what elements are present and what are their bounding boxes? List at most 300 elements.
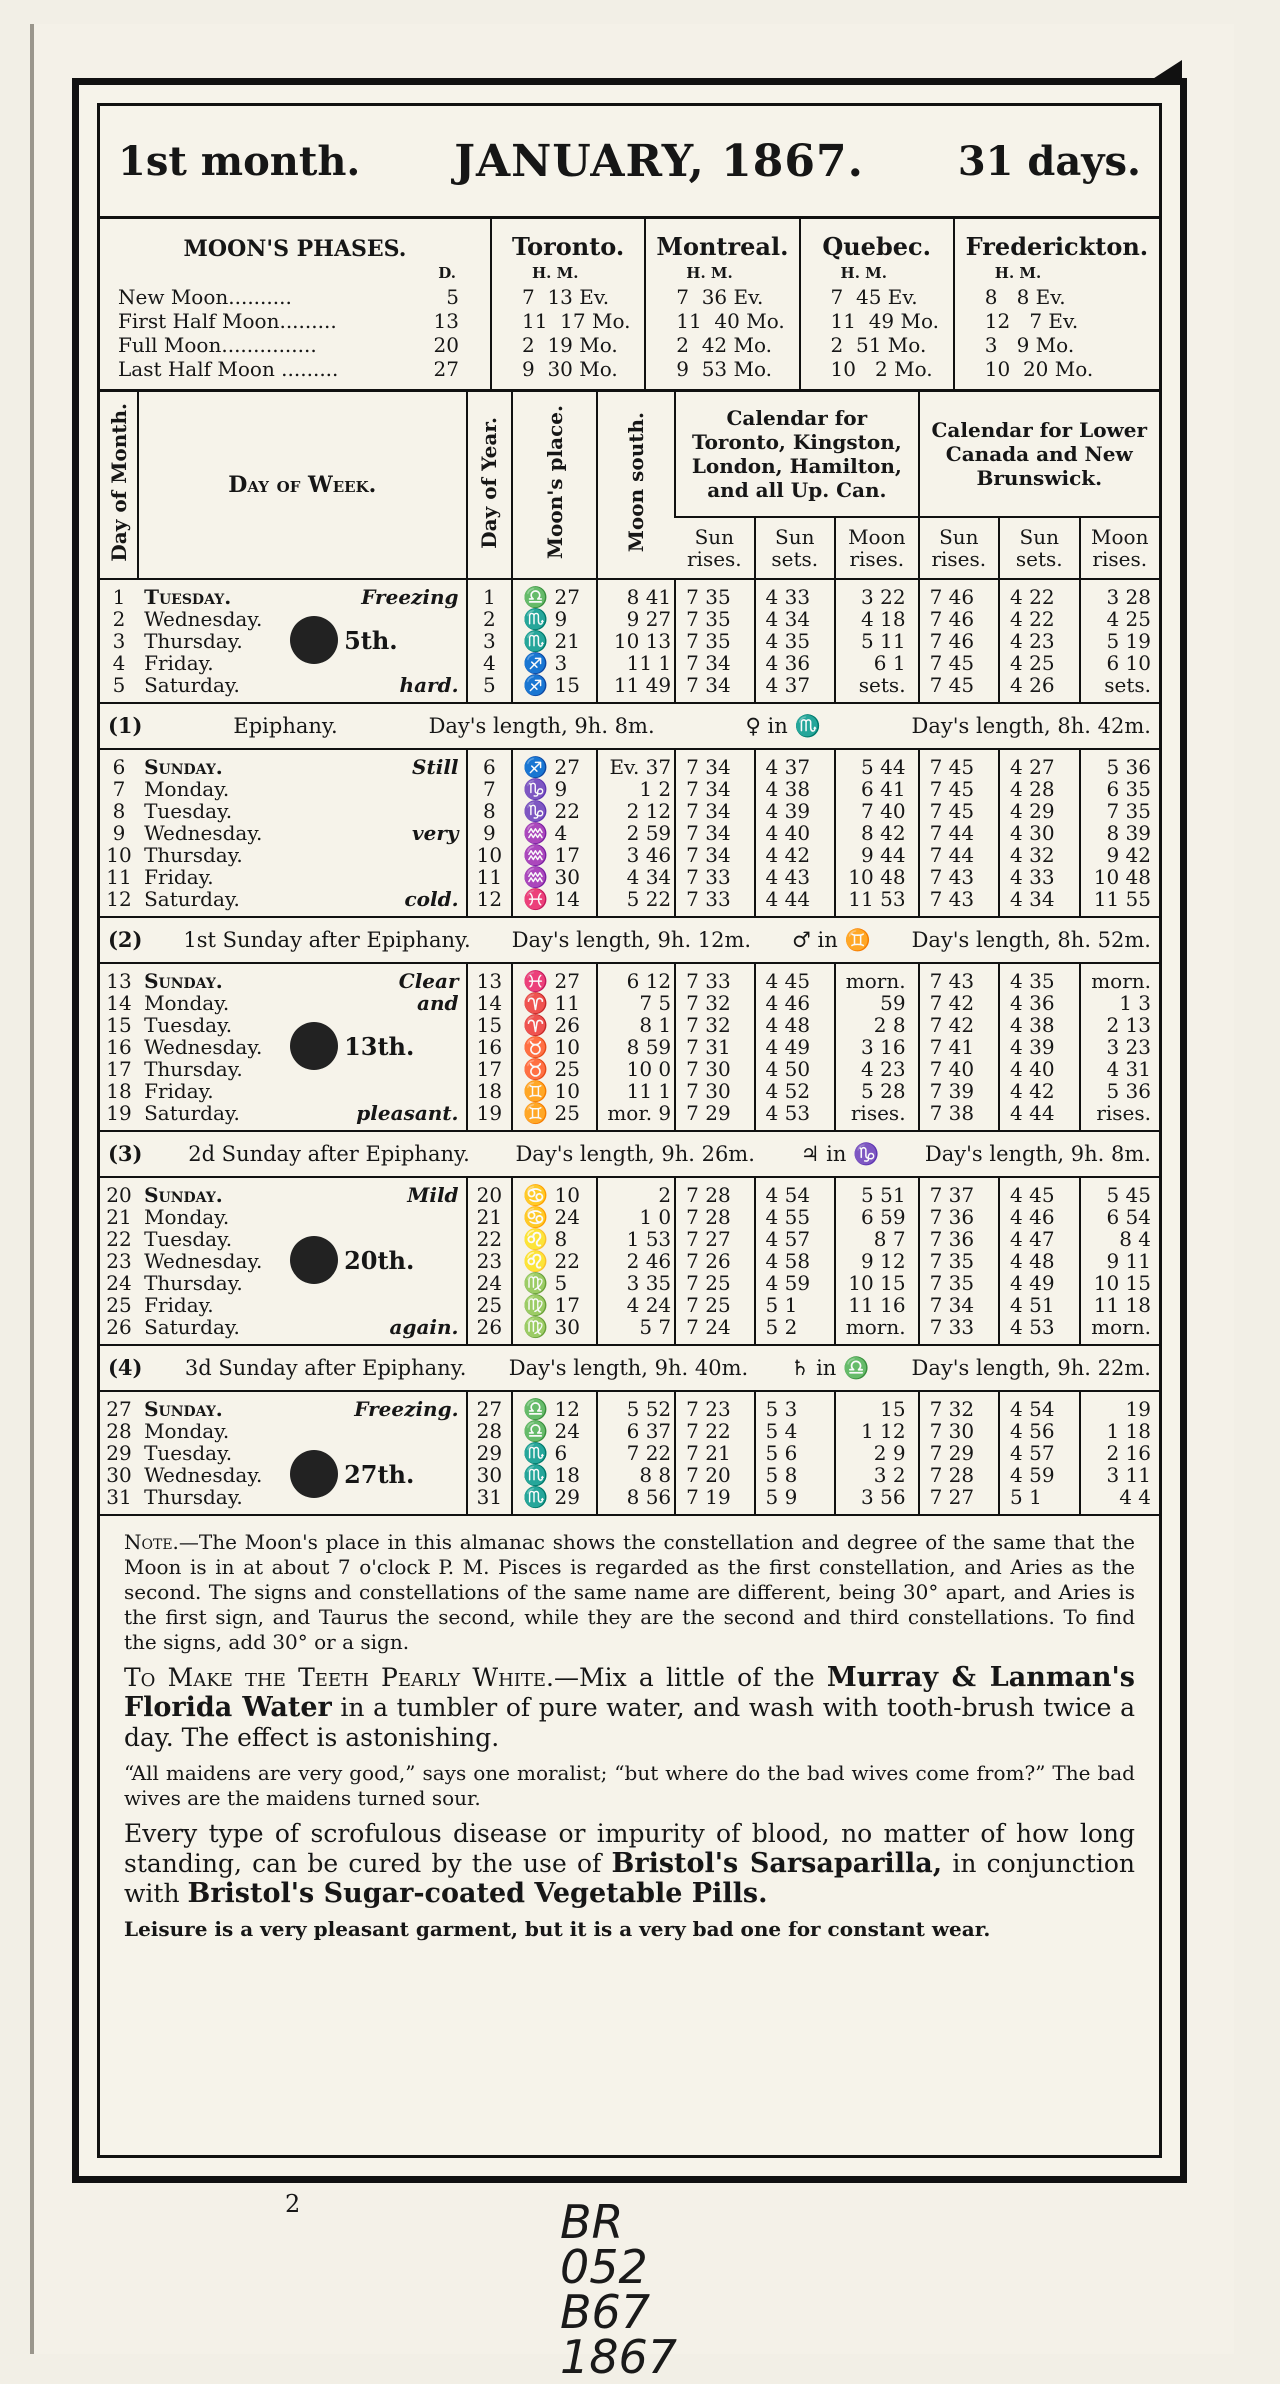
- moon-rises-upper: 3 16: [835, 1036, 919, 1058]
- day-of-month: 8: [112, 799, 126, 823]
- day-of-year: 25: [467, 1294, 513, 1316]
- phase-time: 11 17 Mo.: [491, 309, 645, 333]
- moon-place: ♒ 4: [512, 822, 597, 844]
- moon-south: 1 2: [597, 778, 675, 800]
- sun-rises-lower: 7 40: [919, 1058, 999, 1080]
- subcol-upper-1: Sun sets.: [755, 517, 835, 579]
- sun-sets-lower: 4 36: [999, 992, 1079, 1014]
- sun-sets-lower: 4 29: [999, 800, 1079, 822]
- day-of-month: 1: [112, 585, 126, 609]
- sun-rises-lower: 7 36: [919, 1206, 999, 1228]
- moon-rises-upper: morn.: [835, 1316, 919, 1345]
- day-of-year: 4: [467, 652, 513, 674]
- moon-rises-lower: 10 48: [1080, 866, 1159, 888]
- moon-rises-lower: morn.: [1080, 1316, 1159, 1345]
- month-number: 1st month.: [118, 137, 361, 185]
- sun-rises-upper: 7 30: [675, 1080, 754, 1102]
- sun-sets-upper: 5 6: [755, 1442, 835, 1464]
- moon-rises-upper: 6 41: [835, 778, 919, 800]
- day-of-year: 8: [467, 800, 513, 822]
- moon-rises-lower: 6 10: [1080, 652, 1159, 674]
- sun-rises-upper: 7 33: [675, 866, 754, 888]
- moon-place: ♌ 8: [512, 1228, 597, 1250]
- week-summary-row: [100, 917, 1159, 963]
- day-of-month: 10: [106, 843, 132, 867]
- moon-south: 5 7: [597, 1316, 675, 1345]
- moon-south: Ev. 37: [597, 749, 675, 778]
- day-of-month: 24: [106, 1271, 132, 1295]
- phase-time: 3 9 Mo.: [954, 333, 1159, 357]
- month-header: [100, 106, 1159, 219]
- moon-place: ♐ 3: [512, 652, 597, 674]
- week-number: (4): [108, 1355, 143, 1380]
- planet-position: ♂ in ♊: [792, 928, 871, 952]
- moon-rises-lower: 5 19: [1080, 630, 1159, 652]
- day-of-year: 10: [467, 844, 513, 866]
- moon-south: 10 0: [597, 1058, 675, 1080]
- moon-rises-lower: 8 4: [1080, 1228, 1159, 1250]
- moon-place: ♒ 30: [512, 866, 597, 888]
- day-of-year: 27: [467, 1391, 513, 1420]
- sun-rises-lower: 7 44: [919, 822, 999, 844]
- sun-sets-upper: 4 54: [755, 1177, 835, 1206]
- moon-place: ♒ 17: [512, 844, 597, 866]
- scrof-brand-1: Bristol's Sarsaparilla,: [611, 1848, 943, 1879]
- page-number: 2: [285, 2190, 301, 2218]
- phase-name: First Half Moon......... 13: [118, 309, 459, 333]
- day-of-month: 19: [106, 1101, 132, 1125]
- almanac-inner: [97, 103, 1162, 2158]
- col-day-of-year: Day of Year.: [467, 392, 513, 579]
- sun-rises-lower: 7 41: [919, 1036, 999, 1058]
- sun-sets-upper: 4 35: [755, 630, 835, 652]
- week-title: 3d Sunday after Epiphany.: [184, 1356, 467, 1380]
- moon-rises-lower: 4 4: [1080, 1486, 1159, 1515]
- day-of-month: 26: [106, 1315, 132, 1339]
- sun-sets-lower: 4 46: [999, 1206, 1079, 1228]
- day-of-year: 1: [467, 579, 513, 608]
- planet-position: ♀ in ♏: [745, 714, 821, 738]
- sun-rises-upper: 7 19: [675, 1486, 754, 1515]
- calendar-row: [100, 579, 1159, 608]
- calendar-row: [100, 888, 1159, 917]
- sun-sets-lower: 4 45: [999, 1177, 1079, 1206]
- moon-south: 11 49: [597, 674, 675, 703]
- moon-south: 8 59: [597, 1036, 675, 1058]
- moon-place: ♏ 6: [512, 1442, 597, 1464]
- moon-rises-lower: 9 11: [1080, 1250, 1159, 1272]
- day-of-month: 7: [112, 777, 126, 801]
- calendar-row: [100, 1272, 1159, 1294]
- calendar-row: [100, 1316, 1159, 1345]
- subcol-upper-0: Sun rises.: [675, 517, 754, 579]
- moon-south: 3 46: [597, 844, 675, 866]
- sun-rises-lower: 7 34: [919, 1294, 999, 1316]
- planet-position: ♃ in ♑: [800, 1142, 880, 1166]
- calendar-row: [100, 1014, 1159, 1036]
- sun-sets-upper: 4 45: [755, 963, 835, 992]
- moon-place: ♐ 27: [512, 749, 597, 778]
- col-moon-place: Moon's place.: [512, 392, 597, 579]
- moon-place: ♋ 10: [512, 1177, 597, 1206]
- calendar-row: [100, 992, 1159, 1014]
- sun-sets-upper: 4 36: [755, 652, 835, 674]
- day-of-week: Thursday.: [144, 1485, 243, 1509]
- week-title: 1st Sunday after Epiphany.: [183, 928, 471, 952]
- day-of-month: 21: [106, 1205, 132, 1229]
- day-length-upper: Day's length, 9h. 40m.: [508, 1356, 749, 1380]
- moon-rises-upper: 15: [835, 1391, 919, 1420]
- sun-sets-upper: 4 58: [755, 1250, 835, 1272]
- moon-south: 3 35: [597, 1272, 675, 1294]
- moon-south: 5 22: [597, 888, 675, 917]
- teeth-text-1: —Mix a little of the: [554, 1663, 815, 1692]
- moon-rises-upper: 9 12: [835, 1250, 919, 1272]
- moon-place: ♓ 27: [512, 963, 597, 992]
- moon-south: 2 46: [597, 1250, 675, 1272]
- sun-sets-lower: 4 53: [999, 1316, 1079, 1345]
- moon-place: ♓ 14: [512, 888, 597, 917]
- sun-sets-lower: 4 22: [999, 608, 1079, 630]
- day-of-week: Friday.: [144, 651, 214, 675]
- sun-rises-upper: 7 21: [675, 1442, 754, 1464]
- hm-label: H. M.: [800, 261, 954, 285]
- day-of-month: 14: [106, 991, 132, 1015]
- moon-place: ♊ 25: [512, 1102, 597, 1131]
- phase-time: 11 49 Mo.: [800, 309, 954, 333]
- calendar-row: [100, 674, 1159, 703]
- day-of-month: 22: [106, 1227, 132, 1251]
- moon-rises-upper: 8 7: [835, 1228, 919, 1250]
- calendar-row: [100, 749, 1159, 778]
- sun-sets-upper: 4 52: [755, 1080, 835, 1102]
- moon-south: 6 37: [597, 1420, 675, 1442]
- sun-rises-upper: 7 29: [675, 1102, 754, 1131]
- moon-rises-upper: 6 1: [835, 652, 919, 674]
- week-summary-row: [100, 1345, 1159, 1391]
- sun-sets-upper: 4 59: [755, 1272, 835, 1294]
- moon-place: ♎ 27: [512, 579, 597, 608]
- day-of-year: 22: [467, 1228, 513, 1250]
- day-of-month: 13: [106, 969, 132, 993]
- sun-rises-lower: 7 42: [919, 992, 999, 1014]
- calendar-row: [100, 1442, 1159, 1464]
- sun-sets-upper: 5 3: [755, 1391, 835, 1420]
- week-summary-row: [100, 1131, 1159, 1177]
- moon-rises-lower: 3 11: [1080, 1464, 1159, 1486]
- phases-title: MOON'S PHASES.: [183, 236, 407, 262]
- sun-rises-lower: 7 38: [919, 1102, 999, 1131]
- day-of-year: 13: [467, 963, 513, 992]
- moon-south: 8 1: [597, 1014, 675, 1036]
- sun-rises-upper: 7 35: [675, 630, 754, 652]
- day-of-year: 21: [467, 1206, 513, 1228]
- day-of-year: 26: [467, 1316, 513, 1345]
- sun-rises-lower: 7 46: [919, 630, 999, 652]
- sun-rises-lower: 7 43: [919, 963, 999, 992]
- day-of-month: 25: [106, 1293, 132, 1317]
- calendar-row: [100, 608, 1159, 630]
- moon-rises-lower: rises.: [1080, 1102, 1159, 1131]
- day-of-month: 23: [106, 1249, 132, 1273]
- calendar-row: [100, 1420, 1159, 1442]
- sun-sets-upper: 5 4: [755, 1420, 835, 1442]
- sun-sets-upper: 5 9: [755, 1486, 835, 1515]
- sun-sets-lower: 4 33: [999, 866, 1079, 888]
- sun-sets-lower: 4 42: [999, 1080, 1079, 1102]
- day-of-week: Tuesday.: [144, 799, 233, 823]
- sun-sets-lower: 4 44: [999, 1102, 1079, 1131]
- sun-rises-lower: 7 29: [919, 1442, 999, 1464]
- day-of-week: Wednesday.: [144, 607, 263, 631]
- calendar-row: [100, 1464, 1159, 1486]
- sun-sets-upper: 4 39: [755, 800, 835, 822]
- day-of-week: Thursday.: [144, 1057, 243, 1081]
- phase-time: 7 36 Ev.: [645, 285, 799, 309]
- scrof-brand-2: Bristol's Sugar-coated Vegetable Pills.: [187, 1878, 768, 1909]
- sun-rises-upper: 7 23: [675, 1391, 754, 1420]
- moon-phases-table: [100, 219, 1159, 392]
- sun-sets-lower: 4 51: [999, 1294, 1079, 1316]
- sun-rises-lower: 7 45: [919, 674, 999, 703]
- calendar-table: [100, 392, 1159, 1516]
- sun-sets-upper: 5 2: [755, 1316, 835, 1345]
- teeth-text-2: in a tumbler of pure water, and wash with tooth-brush twice a day. The effect is astonishing.: [124, 1693, 1135, 1752]
- sun-rises-lower: 7 42: [919, 1014, 999, 1036]
- city-quebec: Quebec.: [800, 219, 954, 261]
- sun-rises-upper: 7 31: [675, 1036, 754, 1058]
- week-number: (1): [108, 713, 143, 738]
- moon-rises-lower: 4 25: [1080, 608, 1159, 630]
- day-of-month: 28: [106, 1419, 132, 1443]
- sun-rises-lower: 7 43: [919, 866, 999, 888]
- day-of-week: Wednesday. very: [144, 821, 459, 845]
- sun-sets-lower: 4 28: [999, 778, 1079, 800]
- moon-rises-upper: 10 48: [835, 866, 919, 888]
- day-of-week: Monday.: [144, 1205, 230, 1229]
- sun-sets-upper: 4 43: [755, 866, 835, 888]
- moon-rises-lower: 8 39: [1080, 822, 1159, 844]
- wives-text: “All maidens are very good,” says one moralist; “but where do the bad wives come from?” The bad wives are the maidens turned sour.: [124, 1761, 1135, 1810]
- day-of-month: 18: [106, 1079, 132, 1103]
- day-of-month: 30: [106, 1463, 132, 1487]
- sun-rises-upper: 7 20: [675, 1464, 754, 1486]
- sun-rises-upper: 7 34: [675, 652, 754, 674]
- sun-rises-upper: 7 33: [675, 963, 754, 992]
- day-of-month: 12: [106, 887, 132, 911]
- sun-rises-upper: 7 35: [675, 579, 754, 608]
- planet-position: ♄ in ♎: [790, 1356, 870, 1380]
- moon-rises-upper: 5 51: [835, 1177, 919, 1206]
- day-of-week: Wednesday. 20th.: [138, 1250, 466, 1272]
- phase-row: [100, 357, 1159, 381]
- sun-sets-lower: 4 38: [999, 1014, 1079, 1036]
- sun-sets-lower: 4 56: [999, 1420, 1079, 1442]
- sun-rises-lower: 7 33: [919, 1316, 999, 1345]
- day-of-week: Monday.: [144, 777, 230, 801]
- moon-rises-upper: 8 42: [835, 822, 919, 844]
- phase-time: 2 42 Mo.: [645, 333, 799, 357]
- sun-sets-lower: 4 22: [999, 579, 1079, 608]
- moon-rises-upper: 4 18: [835, 608, 919, 630]
- phase-row: [100, 285, 1159, 309]
- day-of-year: 5: [467, 674, 513, 703]
- moon-rises-upper: 5 11: [835, 630, 919, 652]
- day-of-week: Tuesday.: [144, 1227, 233, 1251]
- moon-rises-upper: 2 8: [835, 1014, 919, 1036]
- phase-time: 7 13 Ev.: [491, 285, 645, 309]
- sun-sets-upper: 4 49: [755, 1036, 835, 1058]
- moon-rises-upper: 1 12: [835, 1420, 919, 1442]
- moon-rises-lower: 3 23: [1080, 1036, 1159, 1058]
- sun-sets-lower: 4 47: [999, 1228, 1079, 1250]
- week-title: 2d Sunday after Epiphany.: [188, 1142, 470, 1166]
- sun-rises-lower: 7 45: [919, 800, 999, 822]
- day-of-year: 12: [467, 888, 513, 917]
- sun-rises-lower: 7 44: [919, 844, 999, 866]
- calendar-row: [100, 800, 1159, 822]
- sun-rises-lower: 7 27: [919, 1486, 999, 1515]
- calendar-row: [100, 963, 1159, 992]
- moon-place: ♏ 29: [512, 1486, 597, 1515]
- moon-rises-upper: 10 15: [835, 1272, 919, 1294]
- sun-rises-lower: 7 45: [919, 652, 999, 674]
- sun-sets-upper: 4 42: [755, 844, 835, 866]
- moon-place: ♎ 12: [512, 1391, 597, 1420]
- day-of-week: Thursday. 5th.: [138, 630, 466, 652]
- moon-south: 7 22: [597, 1442, 675, 1464]
- moon-rises-lower: 3 28: [1080, 579, 1159, 608]
- moon-south: 4 24: [597, 1294, 675, 1316]
- phase-name: Full Moon............... 20: [118, 333, 459, 357]
- sun-rises-lower: 7 46: [919, 608, 999, 630]
- calendar-row: [100, 1228, 1159, 1250]
- sun-rises-lower: 7 45: [919, 749, 999, 778]
- day-of-week: Sunday. Still: [144, 755, 459, 779]
- note-text: —The Moon's place in this almanac shows the constellation and degree of the same that the Moon is in at about 7 o'clock P. M. Pisces is regarded as the first constellation, and Aries as the second. The signs and constellations of the same name are different, being 30° apart, and Aries is the first sign, and Taurus the second, while they are the second and third constellations. To find the signs, add 30° or a sign.: [124, 1530, 1135, 1654]
- sun-sets-upper: 4 44: [755, 888, 835, 917]
- moon-south: 2 12: [597, 800, 675, 822]
- calendar-row: [100, 1102, 1159, 1131]
- sun-sets-upper: 4 50: [755, 1058, 835, 1080]
- moon-south: 9 27: [597, 608, 675, 630]
- sun-sets-upper: 4 34: [755, 608, 835, 630]
- moon-south: 1 0: [597, 1206, 675, 1228]
- day-length-upper: Day's length, 9h. 12m.: [511, 928, 752, 952]
- note-label: Note.: [124, 1530, 179, 1554]
- day-of-month: 4: [112, 651, 126, 675]
- week-number: (2): [108, 927, 143, 952]
- moon-rises-upper: 2 9: [835, 1442, 919, 1464]
- day-length-upper: Day's length, 9h. 8m.: [428, 714, 655, 738]
- handwritten-note: B67: [560, 2285, 651, 2339]
- calendar-row: [100, 844, 1159, 866]
- calendar-row: [100, 1391, 1159, 1420]
- leisure-text: Leisure is a very pleasant garment, but it is a very bad one for constant wear.: [124, 1917, 991, 1941]
- sun-rises-upper: 7 32: [675, 1014, 754, 1036]
- day-of-week: Saturday. cold.: [144, 887, 459, 911]
- calendar-row: [100, 1058, 1159, 1080]
- sun-rises-upper: 7 28: [675, 1177, 754, 1206]
- calendar-group-lower-canada: Calendar for Lower Canada and New Brunswick.: [919, 392, 1159, 517]
- phase-time: 11 40 Mo.: [645, 309, 799, 333]
- day-of-week: Sunday. Clear: [144, 969, 459, 993]
- day-length-lower: Day's length, 9h. 22m.: [911, 1356, 1151, 1380]
- col-moon-south: Moon south.: [597, 392, 675, 579]
- sun-rises-lower: 7 35: [919, 1272, 999, 1294]
- moon-place: ♍ 30: [512, 1316, 597, 1345]
- moon-place: ♎ 24: [512, 1420, 597, 1442]
- day-of-month: 16: [106, 1035, 132, 1059]
- moon-place: ♌ 22: [512, 1250, 597, 1272]
- phase-time: 12 7 Ev.: [954, 309, 1159, 333]
- moon-rises-lower: 5 36: [1080, 749, 1159, 778]
- day-of-month: 3: [112, 629, 126, 653]
- moon-rises-lower: 2 13: [1080, 1014, 1159, 1036]
- day-of-week: Sunday. Mild: [144, 1183, 459, 1207]
- moon-rises-upper: 3 56: [835, 1486, 919, 1515]
- moon-south: 2 59: [597, 822, 675, 844]
- sun-sets-upper: 4 53: [755, 1102, 835, 1131]
- sun-sets-lower: 4 59: [999, 1464, 1079, 1486]
- day-of-week: Friday.: [144, 865, 214, 889]
- sun-sets-lower: 4 34: [999, 888, 1079, 917]
- city-frederickton: Frederickton.: [954, 219, 1159, 261]
- moon-place: ♏ 18: [512, 1464, 597, 1486]
- sun-sets-upper: 4 57: [755, 1228, 835, 1250]
- moon-rises-upper: 59: [835, 992, 919, 1014]
- sun-rises-lower: 7 43: [919, 888, 999, 917]
- phases-day-label: D.: [438, 264, 456, 282]
- moon-place: ♈ 11: [512, 992, 597, 1014]
- moon-place: ♉ 10: [512, 1036, 597, 1058]
- moon-rises-upper: 11 16: [835, 1294, 919, 1316]
- moon-rises-lower: 19: [1080, 1391, 1159, 1420]
- sun-rises-lower: 7 39: [919, 1080, 999, 1102]
- sun-sets-lower: 4 57: [999, 1442, 1079, 1464]
- day-of-year: 11: [467, 866, 513, 888]
- handwritten-note: BR: [560, 2195, 624, 2249]
- phase-name: Last Half Moon ......... 27: [118, 357, 459, 381]
- day-of-year: 19: [467, 1102, 513, 1131]
- sun-rises-lower: 7 37: [919, 1177, 999, 1206]
- day-of-year: 9: [467, 822, 513, 844]
- moon-south: 6 12: [597, 963, 675, 992]
- day-length-lower: Day's length, 8h. 42m.: [911, 714, 1151, 738]
- week-number: (3): [108, 1141, 143, 1166]
- sun-sets-upper: 4 37: [755, 674, 835, 703]
- phase-time: 10 20 Mo.: [954, 357, 1159, 381]
- day-length-lower: Day's length, 9h. 8m.: [924, 1142, 1151, 1166]
- day-of-year: 29: [467, 1442, 513, 1464]
- subcol-upper-2: Moon rises.: [835, 517, 919, 579]
- col-day-of-month: Day of Month.: [100, 392, 138, 579]
- moon-south: 8 56: [597, 1486, 675, 1515]
- sun-sets-lower: 4 25: [999, 652, 1079, 674]
- sun-rises-lower: 7 30: [919, 1420, 999, 1442]
- moon-place: ♋ 24: [512, 1206, 597, 1228]
- moon-rises-lower: 2 16: [1080, 1442, 1159, 1464]
- day-of-week: Tuesday.: [144, 1441, 233, 1465]
- sun-sets-lower: 4 26: [999, 674, 1079, 703]
- sun-sets-upper: 5 8: [755, 1464, 835, 1486]
- day-of-year: 30: [467, 1464, 513, 1486]
- calendar-row: [100, 866, 1159, 888]
- moon-rises-lower: 1 3: [1080, 992, 1159, 1014]
- day-of-week: Monday.: [144, 1419, 230, 1443]
- moon-place: ♈ 26: [512, 1014, 597, 1036]
- sun-rises-upper: 7 32: [675, 992, 754, 1014]
